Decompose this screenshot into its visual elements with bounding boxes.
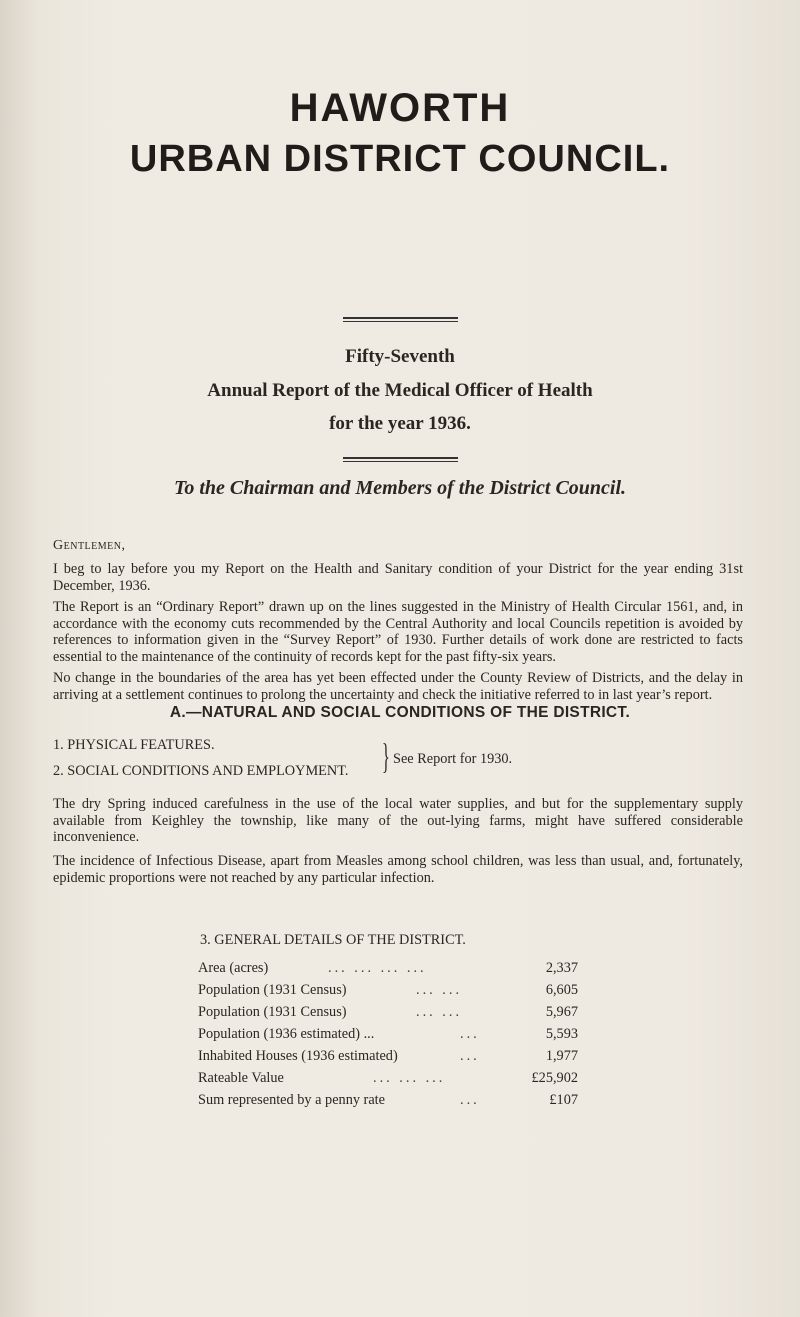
details-leader-dots: ...	[460, 1092, 480, 1108]
paragraph-report-type: The Report is an “Ordinary Report” drawn up on the lines suggested in the Ministry of Health Circular 1561, and, in accordance with the economy cuts recommended by the Central Authority and local Councils repetition is avoided by references to information given in the “Survey Report” of 1930. Further details of work done are restricted to facts essential to the maintenance of the continuity of records kept for the past fifty-six years.	[53, 599, 743, 665]
paragraph-boundaries: No change in the boundaries of the area has yet been effected under the County Review of Districts, and the delay in arriving at a settlement continues to prolong the uncertainty and check the initiative referred to in last year’s report.	[53, 670, 743, 703]
details-label: Population (1936 estimated) ...	[198, 1026, 375, 1042]
details-value: 6,605	[545, 982, 578, 998]
greeting: Gentlemen,	[53, 538, 126, 553]
paragraph-dry-spring: The dry Spring induced carefulness in the use of the local water supplies, and but for the supplementary supply available from Keighley the township, like many of the out-lying farms, might have suffered considerable inconvenience.	[53, 796, 743, 846]
divider-double-top-2	[343, 457, 458, 459]
item-physical-features: 1. PHYSICAL FEATURES.	[53, 737, 215, 753]
report-title: Annual Report of the Medical Officer of Health	[207, 380, 593, 401]
details-row	[198, 1048, 578, 1066]
details-value: 2,337	[545, 960, 578, 976]
details-label: Rateable Value	[198, 1070, 284, 1086]
item-social-conditions: 2. SOCIAL CONDITIONS AND EMPLOYMENT.	[53, 763, 349, 779]
details-row	[198, 1070, 578, 1088]
details-label: Sum represented by a penny rate	[198, 1092, 385, 1108]
details-label: Population (1931 Census)	[198, 1004, 347, 1020]
details-leader-dots: ... ... ...	[373, 1070, 446, 1086]
details-row	[198, 960, 578, 978]
details-leader-dots: ... ... ... ...	[328, 960, 427, 976]
section-a-heading: A.—NATURAL AND SOCIAL CONDITIONS OF THE DISTRICT.	[169, 704, 631, 721]
details-row	[198, 982, 578, 1000]
details-value: 1,977	[545, 1048, 578, 1064]
details-leader-dots: ...	[460, 1026, 480, 1042]
details-row	[198, 1092, 578, 1110]
details-value: 5,967	[545, 1004, 578, 1020]
council-name-line2: URBAN DISTRICT COUNCIL.	[129, 138, 671, 180]
details-row	[198, 1004, 578, 1022]
details-leader-dots: ... ...	[416, 982, 463, 998]
divider-double-bottom-2	[343, 461, 458, 462]
divider-double-top	[343, 317, 458, 319]
general-details-heading: 3. GENERAL DETAILS OF THE DISTRICT.	[200, 932, 466, 948]
divider-double-bottom	[343, 321, 458, 322]
details-label: Inhabited Houses (1936 estimated)	[198, 1048, 398, 1064]
details-value: £107	[549, 1092, 578, 1108]
paragraph-infectious-disease: The incidence of Infectious Disease, apart from Measles among school children, was less than usual, and, fortunately, epidemic proportions were not reached by any particular infection.	[53, 853, 743, 886]
details-label: Area (acres)	[198, 960, 269, 976]
brace-symbol: }	[382, 736, 390, 776]
details-row	[198, 1026, 578, 1044]
details-value: £25,902	[531, 1070, 578, 1086]
council-name-line1: HAWORTH	[289, 86, 511, 130]
salutation: To the Chairman and Members of the District Council.	[173, 477, 627, 499]
details-leader-dots: ...	[460, 1048, 480, 1064]
details-leader-dots: ... ...	[416, 1004, 463, 1020]
details-value: 5,593	[545, 1026, 578, 1042]
see-report-note: See Report for 1930.	[393, 751, 513, 767]
paragraph-intro: I beg to lay before you my Report on the Health and Sanitary condition of your District for the year ending 31st December, 1936.	[53, 561, 743, 594]
report-ordinal: Fifty-Seventh	[345, 346, 455, 367]
report-year: for the year 1936.	[329, 413, 471, 434]
details-label: Population (1931 Census)	[198, 982, 347, 998]
